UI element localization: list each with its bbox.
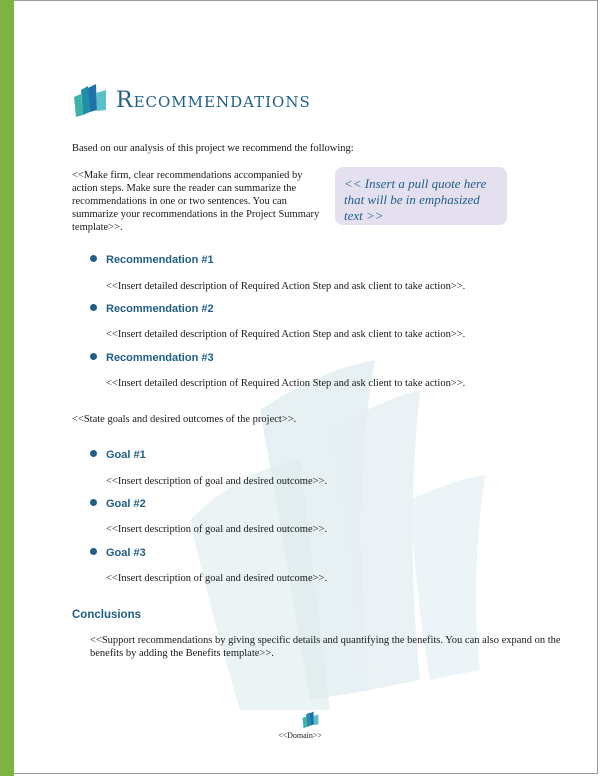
- goal-heading-1: Goal #1: [90, 449, 146, 461]
- intro-text: Based on our analysis of this project we recommend the following:: [72, 143, 354, 154]
- recommendation-heading-2: Recommendation #2: [90, 303, 214, 315]
- goals-intro: <<State goals and desired outcomes of the project>>.: [72, 414, 297, 425]
- pull-quote: << Insert a pull quote here that will be in emphasized text >>: [335, 167, 507, 225]
- conclusions-heading: Conclusions: [72, 609, 142, 621]
- bullet-icon: [90, 304, 97, 311]
- bullet-icon: [90, 353, 97, 360]
- goal-description-1: <<Insert description of goal and desired outcome>>.: [106, 476, 328, 487]
- bullet-icon: [90, 499, 97, 506]
- recommendation-heading-3: Recommendation #3: [90, 352, 214, 364]
- goal-heading-3: Goal #3: [90, 547, 146, 559]
- conclusions-paragraph: <<Support recommendations by giving specific details and quantifying the benefits. You can also expand on the benefits by adding the Benefits template>>.: [90, 635, 561, 659]
- goal-description-3: <<Insert description of goal and desired outcome>>.: [106, 573, 328, 584]
- footer-domain: <<Domain>>: [278, 731, 322, 740]
- page-title: Recommendations: [116, 88, 311, 113]
- recommendation-description-1: <<Insert detailed description of Required Action Step and ask client to take action>>.: [106, 281, 466, 292]
- bullet-icon: [90, 255, 97, 262]
- recommendation-heading-1: Recommendation #1: [90, 254, 214, 266]
- goal-description-2: <<Insert description of goal and desired outcome>>.: [106, 524, 328, 535]
- bullet-icon: [90, 450, 97, 457]
- recommendation-description-2: <<Insert detailed description of Required Action Step and ask client to take action>>.: [106, 329, 466, 340]
- footer-logo-icon: [302, 711, 320, 729]
- bullet-icon: [90, 548, 97, 555]
- logo-icon: [73, 84, 109, 118]
- goal-heading-2: Goal #2: [90, 498, 146, 510]
- recommendation-description-3: <<Insert detailed description of Required Action Step and ask client to take action>>.: [106, 378, 466, 389]
- accent-bar: [0, 0, 14, 776]
- lead-paragraph: <<Make firm, clear recommendations accompanied by action steps. Make sure the reader can summarize the recommendations in one or two sentences. You can summarize your recommendations in the Project Summary template>>.: [72, 170, 320, 233]
